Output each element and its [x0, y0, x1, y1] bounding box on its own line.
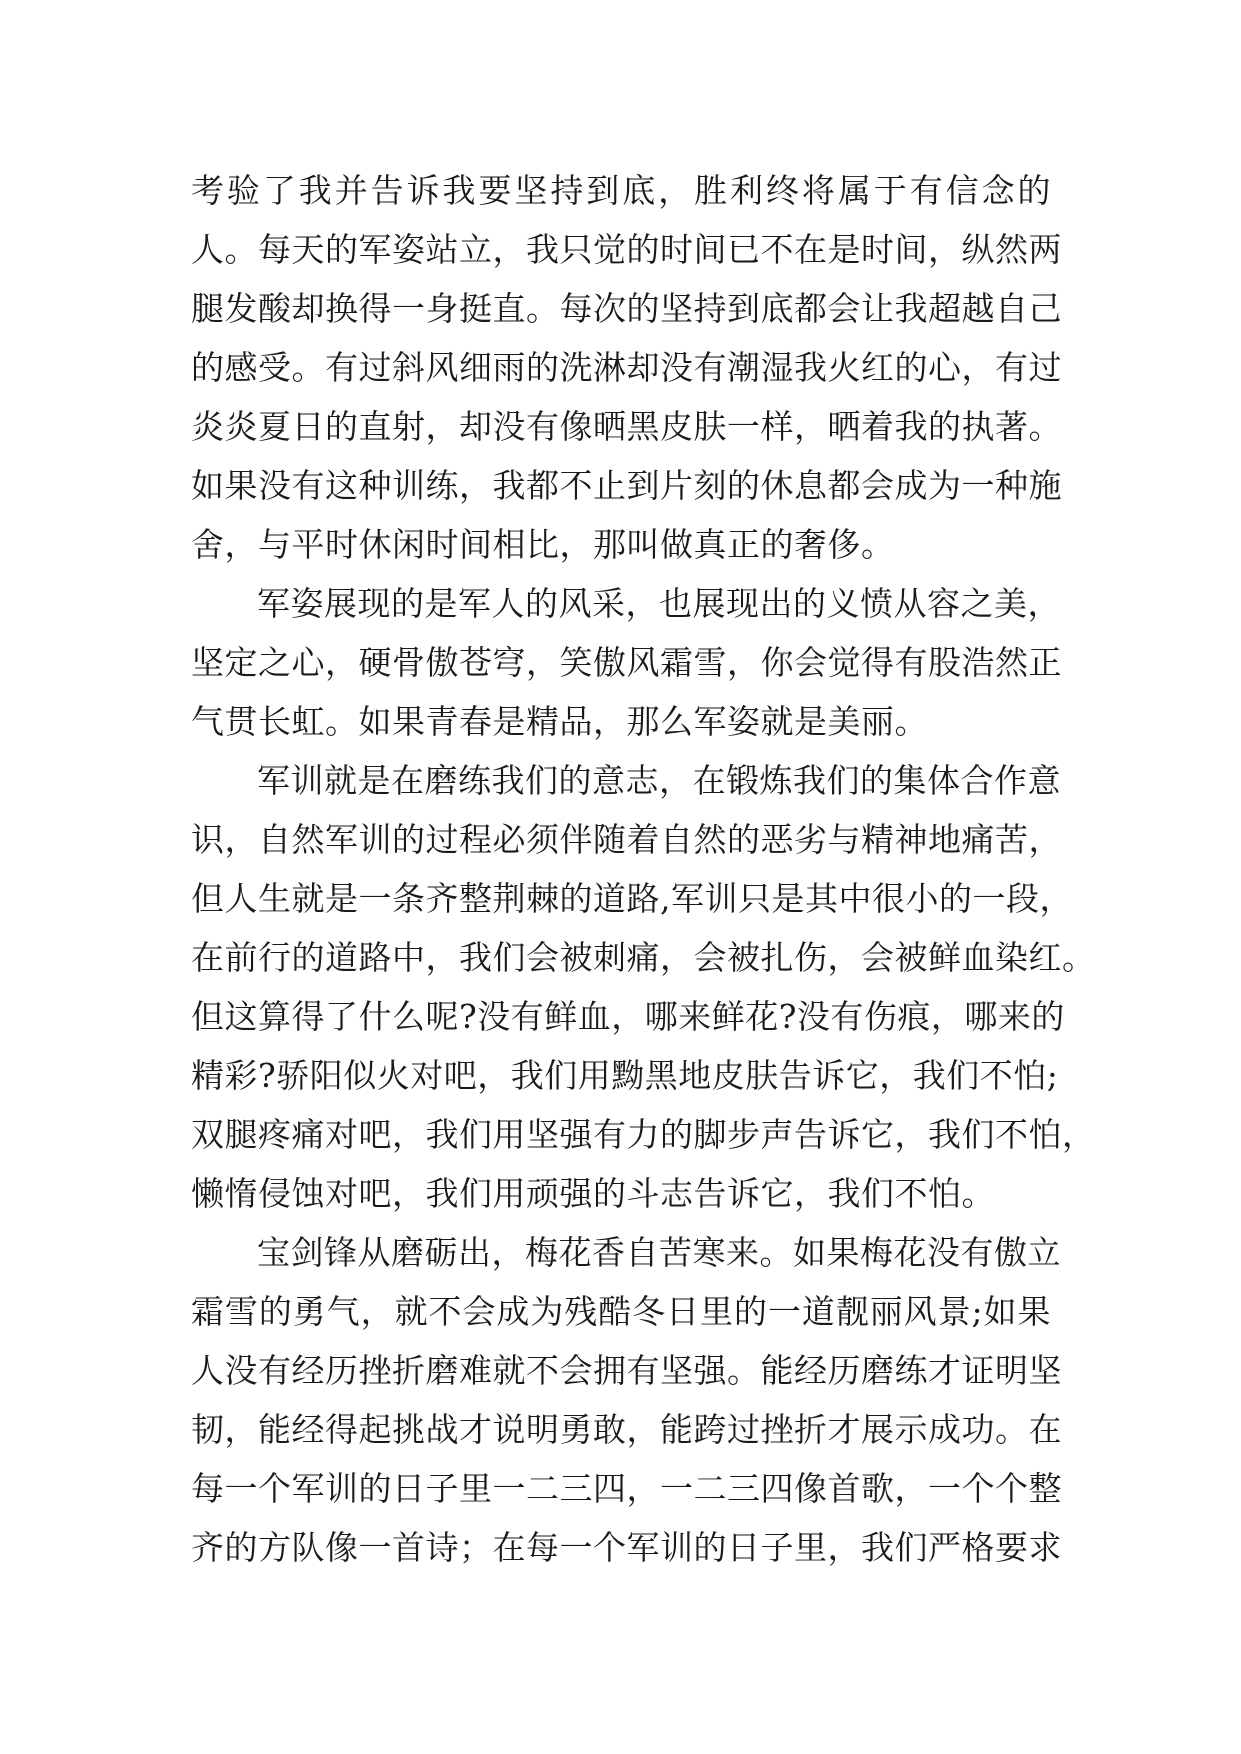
text-line: 精彩?骄阳似火对吧，我们用黝黑地皮肤告诉它，我们不怕; — [191, 1056, 1059, 1095]
text-line: 宝剑锋从磨砺出，梅花香自苦寒来。如果梅花没有傲立 — [257, 1233, 1061, 1272]
text-line: 但人生就是一条齐整荆棘的道路,军训只是其中很小的一段， — [191, 879, 1073, 918]
text-line: 韧，能经得起挑战才说明勇敢，能跨过挫折才展示成功。在 — [191, 1410, 1062, 1449]
text-line: 军姿展现的是军人的风采，也展现出的义愤从容之美， — [257, 584, 1061, 623]
text-line: 但这算得了什么呢?没有鲜血，哪来鲜花?没有伤痕，哪来的 — [191, 997, 1065, 1036]
text-line: 考验了我并告诉我要坚持到底，胜利终将属于有信念的 — [191, 171, 1051, 210]
text-line: 炎炎夏日的直射，却没有像晒黑皮肤一样，晒着我的执著。 — [191, 407, 1062, 446]
text-line: 双腿疼痛对吧，我们用坚强有力的脚步声告诉它，我们不怕， — [191, 1115, 1096, 1154]
text-line: 在前行的道路中，我们会被刺痛，会被扎伤，会被鲜血染红。 — [191, 938, 1096, 977]
text-line: 的感受。有过斜风细雨的洗淋却没有潮湿我火红的心，有过 — [191, 348, 1062, 387]
text-line: 每一个军训的日子里一二三四，一二三四像首歌，一个个整 — [191, 1469, 1062, 1508]
document-body — [191, 161, 1096, 1577]
text-line: 腿发酸却换得一身挺直。每次的坚持到底都会让我超越自己 — [191, 289, 1062, 328]
text-line: 人。每天的军姿站立，我只觉的时间已不在是时间，纵然两 — [191, 230, 1062, 269]
text-line: 气贯长虹。如果青春是精品，那么军姿就是美丽。 — [191, 702, 928, 741]
text-line: 坚定之心，硬骨傲苍穹，笑傲风霜雪，你会觉得有股浩然正 — [191, 643, 1062, 682]
text-line: 军训就是在磨练我们的意志，在锻炼我们的集体合作意 — [257, 761, 1061, 800]
text-line: 识，自然军训的过程必须伴随着自然的恶劣与精神地痛苦， — [191, 820, 1062, 859]
text-line: 如果没有这种训练，我都不止到片刻的休息都会成为一种施 — [191, 466, 1062, 505]
text-line: 齐的方队像一首诗；在每一个军训的日子里，我们严格要求 — [191, 1528, 1062, 1567]
text-line: 舍，与平时休闲时间相比，那叫做真正的奢侈。 — [191, 525, 895, 564]
text-line: 霜雪的勇气，就不会成为残酷冬日里的一道靓丽风景;如果 — [191, 1292, 1051, 1331]
text-line: 人没有经历挫折磨难就不会拥有坚强。能经历磨练才证明坚 — [191, 1351, 1062, 1390]
text-line: 懒惰侵蚀对吧，我们用顽强的斗志告诉它，我们不怕。 — [191, 1174, 995, 1213]
